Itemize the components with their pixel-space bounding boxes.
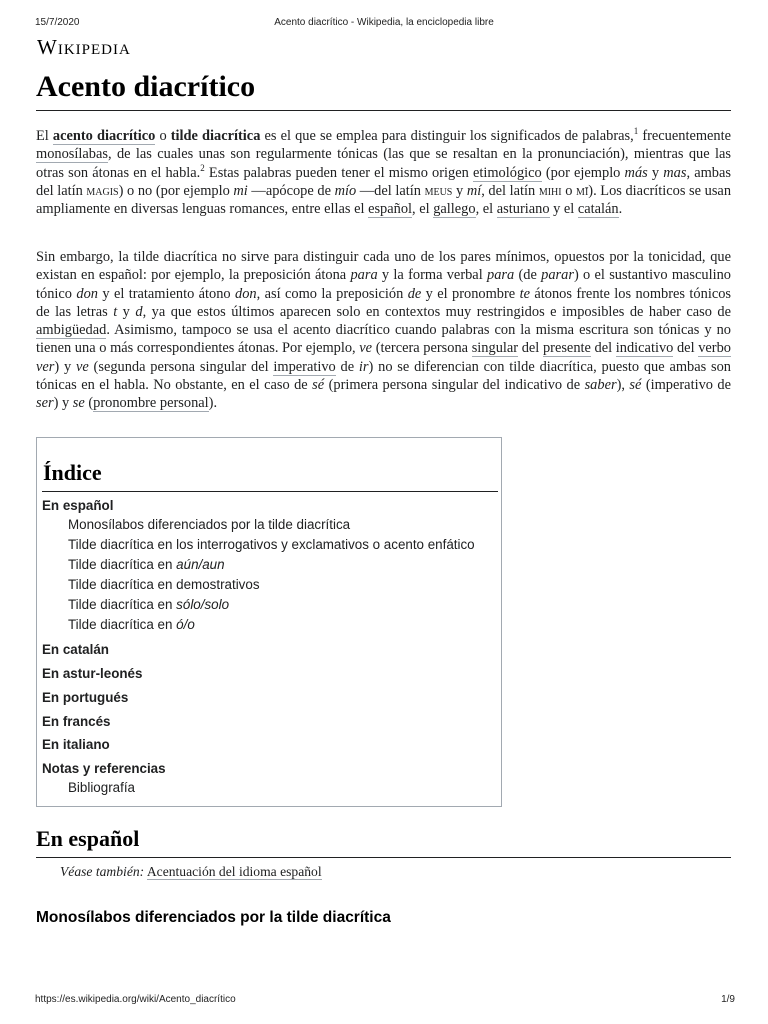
- wikipedia-logo[interactable]: Wikipedia: [37, 35, 131, 59]
- toc-item-solo[interactable]: Tilde diacrítica en sólo/solo: [68, 597, 230, 612]
- reference-2[interactable]: 2: [200, 162, 205, 173]
- page-counter: 1/9: [721, 994, 735, 1005]
- toc-item-en-catalan[interactable]: En catalán: [42, 642, 109, 657]
- link-monosilabas[interactable]: monosílabas: [36, 146, 108, 163]
- link-espanol[interactable]: español: [368, 201, 413, 218]
- toc-item-demostrativos[interactable]: Tilde diacrítica en demostrativos: [68, 577, 260, 592]
- toc-item-interrogativos[interactable]: Tilde diacrítica en los interrogativos y exclamativos o acento enfático: [68, 537, 475, 552]
- link-acento-diacritico[interactable]: acento diacrítico: [52, 128, 156, 144]
- subsection-title-monosilabos: Monosílabos diferenciados por la tilde diacrítica: [36, 909, 391, 926]
- toc-item-en-frances[interactable]: En francés: [42, 714, 111, 729]
- toc-item-en-italiano[interactable]: En italiano: [42, 737, 110, 752]
- intro-paragraph: El acento diacrítico o tilde diacrítica es el que se emplea para distinguir los significados de palabras,$^1$ frecuentemente monosílabas, de las cuales unas son regularmente tónicas (las que se resaltan en la pronunciación), mientras que las otras son átonas en el habla.$^2$ Estas palabras pueden tener el mismo origen etimológico (por ejemplo más y mas, ambas del latín magis) o no (por ejemplo mi —apócope de mío —del latín meus y mí, del latín mihi o mī). Los diacríticos se usan ampliamente en diversas lenguas romances, entre ellas el español, el gallego, el asturiano y el catalán.: [36, 126, 732, 218]
- link-catalan[interactable]: catalán: [577, 201, 619, 218]
- reference-1[interactable]: 1: [633, 126, 639, 137]
- toc-item-bibliografia[interactable]: Bibliografía: [68, 780, 135, 795]
- link-pronombre-personal[interactable]: pronombre personal: [93, 395, 209, 412]
- toc-title: Índice: [43, 460, 102, 485]
- link-acentuacion-idioma-espanol[interactable]: Acentuación del idioma español: [146, 864, 322, 879]
- toc-item-notas-referencias[interactable]: Notas y referencias: [42, 761, 166, 776]
- print-url: https://es.wikipedia.org/wiki/Acento_diacrítico: [35, 994, 236, 1005]
- second-paragraph: Sin embargo, la tilde diacrítica no sirve para distinguir cada uno de los pares mínimos, opuestos por la tonicidad, que existan en español: por ejemplo, la preposición átona para y la forma verbal para (de parar) o el sustantivo masculino tónico don y el tratamiento átono don, así como la preposición de y el pronombre te átonos frente los nombres tónicos de las letras t y d, ya que estos últimos aparecen solo en contextos muy restringidos e imposibles de haber caso de ambigüedad. Asimismo, tampoco se usa el acento diacrítico cuando palabras con la misma escritura son tónicas y no tienen una o más correspondientes átonas. Por ejemplo, ve (tercera persona singular del presente del indicativo del verbo ver) y ve (segunda persona singular del imperativo de ir) no se diferencian con tilde diacrítica, puesto que ambas son tónicas en el habla. No obstante, en el caso de sé (primera persona singular del indicativo de saber), sé (imperativo de ser) y se (pronombre personal).: [36, 249, 732, 412]
- print-page-title: Acento diacrítico - Wikipedia, la enciclopedia libre: [274, 17, 494, 28]
- table-of-contents: [36, 437, 502, 807]
- link-imperativo[interactable]: imperativo: [273, 358, 336, 375]
- toc-item-monosilabos[interactable]: Monosílabos diferenciados por la tilde diacrítica: [68, 517, 351, 532]
- print-date: 15/7/2020: [35, 17, 80, 28]
- link-ambiguedad[interactable]: ambigüedad: [36, 322, 107, 339]
- toc-item-o[interactable]: Tilde diacrítica en ó/o: [68, 617, 195, 632]
- toc-item-aun[interactable]: Tilde diacrítica en aún/aun: [68, 557, 225, 572]
- print-header: [0, 17, 768, 33]
- title-divider: [36, 110, 731, 111]
- see-also-note: Véase también: Acentuación del idioma español: [60, 864, 322, 879]
- toc-item-en-portugues[interactable]: En portugués: [42, 690, 129, 705]
- toc-divider: [42, 491, 498, 492]
- link-asturiano[interactable]: asturiano: [496, 201, 550, 218]
- toc-item-en-espanol[interactable]: En español: [42, 498, 114, 513]
- link-singular[interactable]: singular: [471, 340, 519, 357]
- link-indicativo[interactable]: indicativo: [615, 340, 674, 357]
- toc-item-en-astur-leones[interactable]: En astur-leonés: [42, 666, 143, 681]
- link-presente[interactable]: presente: [542, 340, 591, 357]
- link-gallego[interactable]: gallego: [433, 201, 476, 218]
- link-verbo[interactable]: verbo: [698, 340, 731, 357]
- section-title-en-espanol: En español: [36, 826, 140, 851]
- section-divider: [36, 857, 731, 858]
- page-title: Acento diacrítico: [36, 70, 256, 103]
- link-etimologico[interactable]: etimológico: [472, 164, 542, 181]
